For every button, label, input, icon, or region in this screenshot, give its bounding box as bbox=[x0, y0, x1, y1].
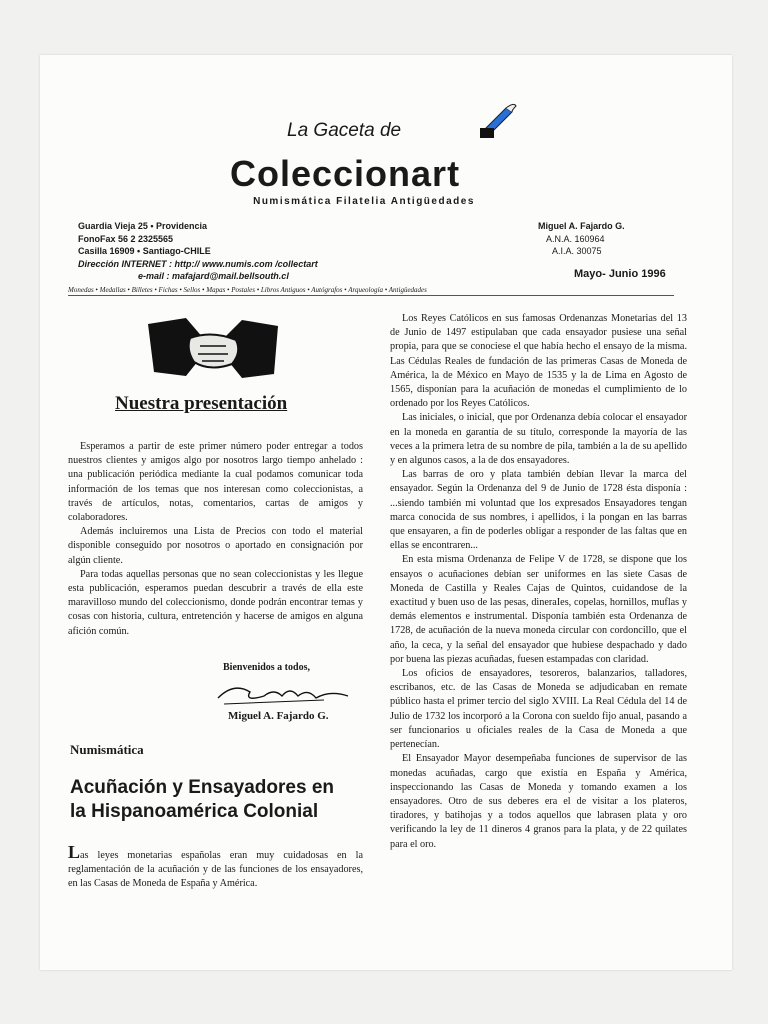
masthead-pretitle: La Gaceta de bbox=[287, 120, 402, 141]
masthead-subtitle: Numismática Filatelia Antigüedades bbox=[253, 196, 475, 207]
issue-date: Mayo- Junio 1996 bbox=[574, 268, 666, 280]
contact-member bbox=[538, 220, 625, 258]
quill-inkwell-icon bbox=[476, 100, 518, 140]
paragraph: Los Reyes Católicos en sus famosas Ordenanzas Monetarias del 13 de Junio de 1497 estipulaban que cada ensayador pusiese una señal propia, para que se conociese el que había hecho el ensayo de la misma. Las Cédulas Reales de fundación de las primeras Casas de Moneda de América, la de México en Mayo de 1535 y la de Lima en Agosto de 1565, disponían para la acuñación de monedas el cumplimiento de lo ordenado por los Reyes Católicos. bbox=[390, 313, 687, 410]
dropcap: L bbox=[68, 842, 81, 862]
article-title bbox=[70, 776, 334, 824]
handwritten-signature bbox=[214, 678, 354, 708]
article-intro-text: as leyes monetarias españolas eran muy cuidadosas en la reglamentación de la acuñación y de las funciones de los ensayadores, en las Casas de Moneda de España y América. bbox=[68, 850, 363, 889]
aia-number: A.I.A. 30075 bbox=[552, 246, 602, 256]
paragraph: En esta misma Ordenanza de Felipe V de 1728, se dispone que los ensayos o acuñaciones debían ser uniformes en las siete Casas de Moneda de Castilla y Reales Cajas de Quintos, cuidandose de la exactitud y buen uso de las pesas, dineraIes, copelas, hornillos, muflas y demás elementos e instrumental. Disponía también esta Ordenanza de 1728, de acuñación de la nueva moneda circular con cordoncillo, que el año, la ceca, y la señal del ensayador que hubiese despachado y dado por buena las piezas acuñadas, fuesen estampadas con claridad. bbox=[390, 554, 687, 665]
paragraph: Esperamos a partir de este primer número poder entregar a todos nuestros clientes y amigos algo por nosotros largo tiempo anhelado : una publicación periódica mediante la cual podamos comunicar toda información de los temas que nos interesan como coleccionistas, a través de artículos, notas, comentarios, cartas de amigos y colaboradores. bbox=[68, 441, 363, 524]
member-name: Miguel A. Fajardo G. bbox=[538, 221, 625, 231]
ana-number: A.N.A. 160964 bbox=[546, 233, 605, 244]
article-intro bbox=[68, 842, 363, 891]
paragraph: Para todas aquellas personas que no sean coleccionistas y les llegue esta publicación, esperamos puedan descubrir a través de ella este maravilloso mundo del coleccionismo, donde podrán encontrar temas y cosas con historia, cultura, entretención y hacerse de amigos en alguna afición común. bbox=[68, 568, 363, 637]
address-line: Guardia Vieja 25 • Providencia bbox=[78, 221, 208, 231]
masthead-title: Coleccionart bbox=[230, 153, 461, 194]
phone-line: FonoFax 56 2 2325565 bbox=[78, 233, 174, 244]
contact-address bbox=[78, 220, 318, 283]
paragraph: Las iniciales, o inicial, que por Ordenanza debía colocar el ensayador en la moneda en garantía de su título, corresponde la mayoría de las veces a la primera letra de su nombre de pila, también a la de su apellido y en algunos casos, a la de dos ensayadores. bbox=[390, 412, 687, 467]
topics-strip: Monedas • Medallas • Billetes • Fichas • Sellos • Mapas • Postales • Libros Antiguos • Autógrafos • Arqueología • Antigüedades bbox=[68, 286, 674, 296]
email-link[interactable]: e-mail : mafajard@mail.bellsouth.cl bbox=[138, 271, 289, 281]
presentation-body bbox=[68, 440, 363, 639]
paragraph: Las barras de oro y plata también debían llevar la marca del ensayador. Según la Ordenanza del 9 de Junio de 1728 ésta disponía : ...siendo también mi voluntad que los expresados Ensayadores tengan marca conocida de sus nombres, i apellidos, i la pongan en las barras que ensayaren, a fin de poderles obligar a responder de las faltas que en ellas se encontraren... bbox=[390, 469, 687, 552]
paragraph: El Ensayador Mayor desempeñaba funciones de supervisor de las monedas acuñadas, cargo que existía en España y América, inspeccionando las Casas de Moneda y tomando examen a los ensayadores. Otro de sus deberes era el de visitar a los plateros, tiradores, y batihojas y a todos aquellos que labrasen plata y oro verificando la ley de 11 dineros 4 granos para la plata, y de 22 quilates para el oro. bbox=[390, 753, 687, 850]
postbox-line: Casilla 16909 • Santiago-CHILE bbox=[78, 246, 211, 256]
welcome-text: Bienvenidos a todos, bbox=[223, 662, 310, 673]
signature-name: Miguel A. Fajardo G. bbox=[228, 710, 329, 722]
paragraph: Los oficios de ensayadores, tesoreros, balanzarios, talladores, escribanos, etc. de las Casas de Moneda se adjudicaban en remate público hasta el primer tercio del siglo XVIII. La Real Cédula del 14 de Julio de 1732 los incorporó a la Corona con sueldo fijo anual, pasando a ser funcionarios u oficiales reales de la Casa de Moneda a que pertenecían. bbox=[390, 668, 687, 751]
article-body bbox=[390, 312, 687, 852]
paragraph: Además incluiremos una Lista de Precios con todo el material disponible conseguido por nosotros o aportado en consignación por algún cliente. bbox=[68, 526, 363, 566]
article-title-line: la Hispanoamérica Colonial bbox=[70, 801, 319, 822]
presentation-heading: Nuestra presentación bbox=[115, 393, 288, 414]
website-link[interactable]: Dirección INTERNET : http:// www.numis.com /collectart bbox=[78, 258, 318, 269]
handshake-icon bbox=[146, 316, 280, 384]
section-title: Numismática bbox=[70, 742, 144, 757]
article-title-line: Acuñación y Ensayadores en bbox=[70, 777, 334, 798]
